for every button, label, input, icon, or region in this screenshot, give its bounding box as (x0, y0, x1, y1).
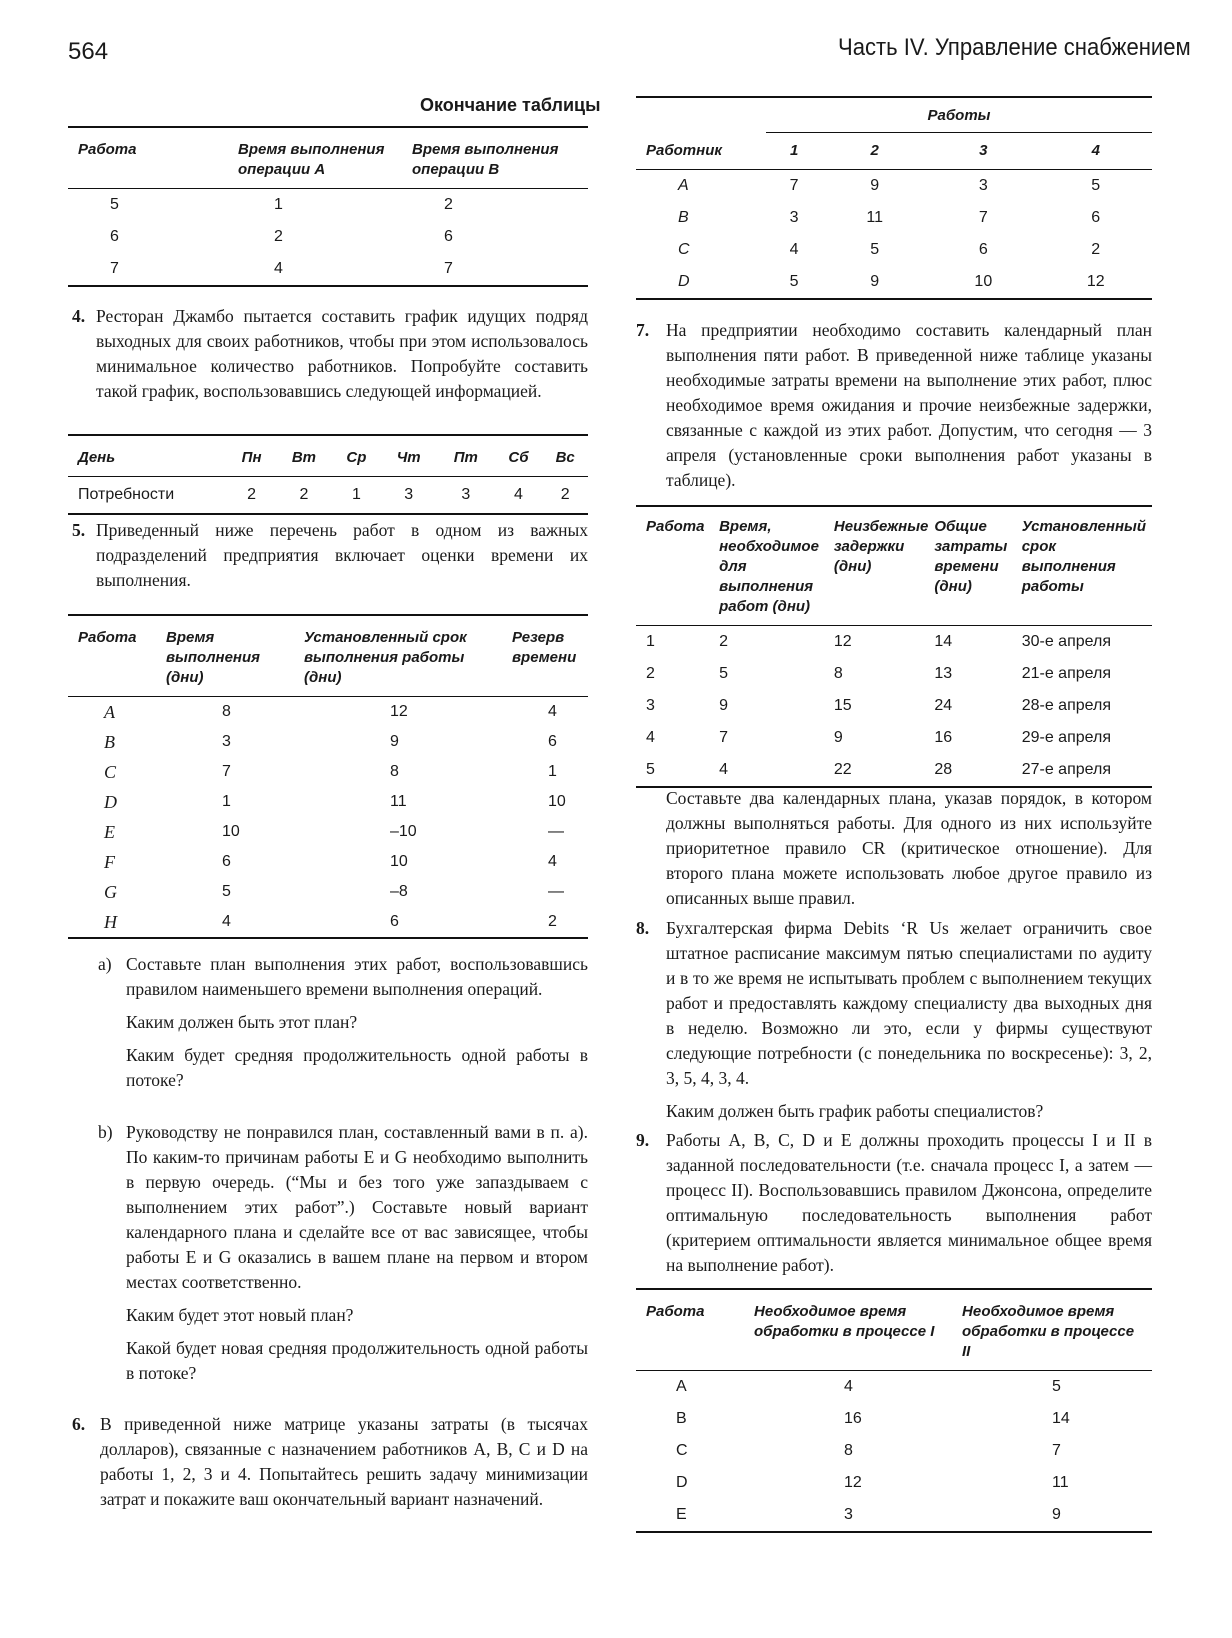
table-cell: H (104, 912, 117, 932)
table-cell: 9 (833, 729, 843, 746)
table-cell: 2 (299, 486, 309, 503)
table-cell: 4 (513, 486, 523, 503)
table-cell: 29-е апреля (1021, 729, 1111, 746)
table-cell: 11 (390, 793, 407, 810)
col-header: Работа (646, 518, 705, 535)
table-cell: B (104, 732, 115, 752)
table-row (636, 626, 1152, 659)
table-cell: 3 (844, 1506, 853, 1523)
table-cell: 4 (548, 853, 557, 870)
table-cell: 2 (560, 486, 570, 503)
table-cell: — (548, 883, 564, 900)
col-header: Неизбежные задержки (дни) (833, 518, 929, 575)
table-cell: 9 (870, 273, 880, 290)
table-row (68, 907, 588, 938)
table-cell: E (104, 822, 115, 842)
jobs-deadlines-table (636, 505, 1152, 788)
table-cell: 5 (870, 241, 880, 258)
part-title: Часть IV. Управление снабжением (838, 34, 1191, 61)
table-cell: 4 (222, 913, 231, 930)
table-cell: 5 (1091, 177, 1101, 194)
col-header: Установленный срок выполнения работы (дни) (304, 629, 467, 686)
table-cell: D (676, 1474, 688, 1491)
table-cell: 7 (222, 763, 231, 780)
table-cell: C (676, 1442, 688, 1459)
table-cell: 7 (1052, 1442, 1061, 1459)
table-row (636, 690, 1152, 722)
table-cell: 9 (870, 177, 880, 194)
table-cell: 6 (548, 733, 557, 750)
table-cell: 12 (1086, 273, 1105, 290)
table-cell: C (104, 762, 117, 782)
table-cell: 6 (444, 228, 453, 245)
col-header: Время выполнения операции B (412, 141, 559, 178)
table-row (68, 727, 588, 757)
table-cell: 1 (548, 763, 557, 780)
table-cell: 12 (390, 703, 408, 720)
table-cell: 10 (222, 823, 240, 840)
table-cell: 14 (934, 633, 953, 650)
table-cell: 2 (444, 196, 453, 213)
table-row (636, 658, 1152, 690)
col-header: Работа (646, 1303, 705, 1320)
col-header: Необходимое время обработки в процессе I (754, 1303, 935, 1340)
subtask-label: b) (98, 1122, 113, 1142)
table-cell: 2 (719, 633, 728, 650)
table-cell: 3 (404, 486, 414, 503)
table-cell: 5 (222, 883, 231, 900)
table-cell: 21-е апреля (1021, 665, 1111, 682)
table-cell: 22 (833, 761, 852, 778)
col-header: Вс (555, 449, 575, 466)
problem-number: 8. (636, 918, 650, 938)
table-cell: 28 (934, 761, 953, 778)
table-cell: 1 (222, 793, 231, 810)
table-cell: 1 (274, 196, 283, 213)
table-cell: F (104, 852, 115, 872)
col-header: Установленный срок выполнения работы (1021, 518, 1146, 595)
table-row (636, 722, 1152, 754)
col-header: Резерв времени (512, 629, 577, 666)
problem-4 (72, 304, 588, 404)
table-cell: 3 (789, 209, 799, 226)
table-cell: 5 (719, 665, 728, 682)
table-cell: 7 (110, 260, 119, 277)
table-row (636, 1371, 1152, 1404)
col-header: Необходимое время обработки в процессе II (962, 1303, 1135, 1360)
table-cell: G (104, 882, 117, 902)
table-row (68, 757, 588, 787)
table-cell: 3 (222, 733, 231, 750)
subtask-question: Какой будет новая средняя продолжительность одной работы в потоке? (126, 1338, 588, 1383)
table-cell: 4 (548, 703, 557, 720)
table-cell: 4 (646, 729, 655, 746)
table-cell: 6 (978, 241, 988, 258)
subtask-label: a) (98, 954, 112, 974)
problem-text: На предприятии необходимо составить календарный план выполнения пяти работ. В приведенной ниже таблице указаны необходимые затраты времени на выполнение этих работ, плюс необходимое время ожидания и прочие неизбежные задержки, связанные с каждой из этих работ. Допустим, что сегодня — 3 апреля (установленные сроки выполнения работ указаны в таблице). (666, 320, 1152, 490)
problem-number: 9. (636, 1130, 650, 1150)
table-cell: 7 (978, 209, 988, 226)
table-cell: 12 (844, 1474, 862, 1491)
table-cell: D (678, 273, 690, 290)
table-cell: 8 (833, 665, 843, 682)
problem-9 (636, 1128, 1152, 1278)
table-cell: 6 (1091, 209, 1101, 226)
table-cell: 9 (1052, 1506, 1061, 1523)
table-row (68, 697, 588, 728)
problem-number: 7. (636, 320, 650, 340)
assignment-matrix (636, 96, 1152, 300)
col-header: Сб (508, 449, 529, 466)
col-header: 1 (789, 142, 799, 159)
table-cell: B (676, 1410, 687, 1427)
problem-number: 5. (72, 520, 86, 540)
table-cell: 16 (844, 1410, 862, 1427)
table-row (68, 877, 588, 907)
col-header: Общие затраты времени (дни) (934, 518, 1008, 595)
table-cell: 30-е апреля (1021, 633, 1111, 650)
table-cell: 4 (844, 1378, 853, 1395)
table-row (68, 787, 588, 817)
table-row (68, 847, 588, 877)
col-header: Время, необходимое для выполнения работ (дни) (719, 518, 819, 615)
table-row (636, 1467, 1152, 1499)
table-cell: A (678, 177, 689, 194)
table-row (636, 1435, 1152, 1467)
continuation-table (68, 126, 588, 287)
table-cell: 24 (934, 697, 953, 714)
table-cell: 7 (719, 729, 728, 746)
subtask-question: Каким должен быть этот план? (126, 1012, 358, 1032)
table-cell: 2 (274, 228, 283, 245)
table-cell: 15 (833, 697, 852, 714)
table-cell: E (676, 1506, 687, 1523)
table-row (68, 221, 588, 253)
table-cell: 4 (789, 241, 799, 258)
table-cell: 8 (390, 763, 399, 780)
col-header: Время выполнения (дни) (166, 629, 260, 686)
table-cell: 2 (1091, 241, 1101, 258)
col-header: 3 (979, 142, 988, 159)
table-cell: 8 (844, 1442, 853, 1459)
table-cell: –8 (390, 883, 408, 900)
table-cell: 9 (390, 733, 399, 750)
subtask-question: Каким будет этот новый план? (126, 1305, 354, 1325)
col-header: Время выполнения операции A (238, 141, 385, 178)
table-row (636, 234, 1152, 266)
col-header: Работа (78, 141, 137, 158)
table-cell: 11 (866, 209, 883, 226)
table-row (636, 202, 1152, 234)
problem-text: Ресторан Джамбо пытается составить график идущих подряд выходных для своих работников, чтобы при этом использовалось минимальное количество работников. Попробуйте составить такой график, воспользовавшись следующей информацией. (96, 306, 588, 401)
col-header: Ср (346, 449, 367, 466)
table-cell: 16 (934, 729, 953, 746)
col-header: Работа (78, 629, 137, 646)
subtask-text: Составьте план выполнения этих работ, воспользовавшись правилом наименьшего времени выполнения операций. (126, 954, 588, 999)
table-row (636, 170, 1152, 203)
table-cell: 1 (646, 633, 655, 650)
col-header: 2 (870, 142, 879, 159)
problem-8 (636, 916, 1152, 1124)
table-cell: 10 (548, 793, 566, 810)
table-cell: 27-е апреля (1021, 761, 1111, 778)
table-cell: 14 (1052, 1410, 1070, 1427)
continuation-caption: Окончание таблицы (420, 95, 601, 115)
table-row (68, 189, 588, 222)
table-cell: 2 (646, 665, 655, 682)
table-row (636, 1403, 1152, 1435)
table-cell: 4 (719, 761, 728, 778)
col-header: 4 (1091, 142, 1100, 159)
problem-text: Работы A, B, C, D и E должны проходить процессы I и II в заданной последовательности (т.е. сначала процесс I, а затем — процесс II). Воспользовавшись правилом Джонсона, определите оптимальную последовательность выполнения работ (критерием оптимальности является минимальное общее время на выполнение работ). (666, 1130, 1152, 1275)
table-cell: 28-е апреля (1021, 697, 1111, 714)
table-cell: 7 (789, 177, 799, 194)
problem-7-task: Составьте два календарных плана, указав порядок, в котором должны выполняться работы. Для одного из них используйте приоритетное правило CR (критическое отношение). Для второго плана можете использовать любое другое правило из описанных выше правил. (666, 788, 1152, 908)
table-cell: 13 (934, 665, 953, 682)
subtask-text: Руководству не понравился план, составленный вами в п. a). По каким-то причинам работы E и G необходимо выполнить в первую очередь. (“Мы и без того уже запаздываем с выполнением этих работ”.) Составьте новый вариант календарного плана и сделайте все от вас зависящее, чтобы работы E и G оказались в вашем плане на первом и втором местах соответственно. (126, 1122, 588, 1292)
day-requirements-table (68, 434, 588, 515)
table-row (636, 266, 1152, 299)
table-cell: — (548, 823, 564, 840)
subtask-b (98, 1120, 588, 1386)
col-header: День (78, 449, 116, 466)
table-row (636, 754, 1152, 787)
subtask-a (98, 952, 588, 1093)
table-cell: 11 (1052, 1474, 1069, 1491)
table-cell: 5 (646, 761, 655, 778)
table-cell: 6 (222, 853, 231, 870)
problem-number: 4. (72, 306, 86, 326)
table-cell: 5 (1052, 1378, 1061, 1395)
group-header: Работы (766, 97, 1152, 133)
table-cell: 10 (974, 273, 993, 290)
table-cell: 5 (789, 273, 799, 290)
table-cell: 9 (719, 697, 728, 714)
table-cell: 2 (548, 913, 557, 930)
problem-6 (72, 1412, 588, 1512)
problem-text: Приведенный ниже перечень работ в одном из важных подразделений предприятия включает оценки времени их выполнения. (96, 520, 588, 590)
problem-5 (72, 518, 588, 593)
table-cell: 5 (110, 196, 119, 213)
table-cell: C (678, 241, 690, 258)
table-cell: 6 (110, 228, 119, 245)
table-cell: 10 (390, 853, 408, 870)
table-cell: –10 (390, 823, 417, 840)
table-cell: B (678, 209, 689, 226)
table-cell: 4 (274, 260, 283, 277)
table-cell: 6 (390, 913, 399, 930)
col-header: Пт (453, 449, 478, 466)
problem-text: В приведенной ниже матрице указаны затраты (в тысячах долларов), связанные с назначением работников A, B, C и D на работы 1, 2, 3 и 4. Попытайтесь решить задачу минимизации затрат и покажите ваш окончательный вариант назначений. (100, 1414, 588, 1509)
col-header: Пн (241, 449, 262, 466)
table-cell: 3 (646, 697, 655, 714)
table-cell: 8 (222, 703, 231, 720)
row-header: Работник (646, 141, 722, 159)
table-cell: 1 (351, 486, 361, 503)
table-cell: 3 (978, 177, 988, 194)
table-cell: 3 (461, 486, 471, 503)
subtask-question: Каким будет средняя продолжительность одной работы в потоке? (126, 1045, 588, 1090)
johnson-table (636, 1288, 1152, 1533)
row-label: Потребности (78, 486, 175, 503)
table-row (68, 253, 588, 286)
job-times-table (68, 614, 588, 939)
table-cell: D (104, 792, 117, 812)
problem-question: Каким должен быть график работы специалистов? (666, 1101, 1044, 1121)
table-cell: A (104, 702, 115, 722)
table-cell: 2 (247, 486, 257, 503)
table-row (68, 817, 588, 847)
problem-text: Бухгалтерская фирма Debits ‘R Us желает ограничить свое штатное расписание максимум пятью специалистами по аудиту и в то же время не испытывать проблем с выполнением текущих работ и предоставлять каждому специалисту два выходных дня в неделю. Возможно ли это, если у фирмы существуют следующие потребности (с понедельника по воскресенье): 3, 2, 3, 5, 4, 3, 4. (666, 918, 1152, 1088)
table-cell: 7 (444, 260, 453, 277)
table-row (636, 1499, 1152, 1532)
table-cell: 12 (833, 633, 852, 650)
table-cell: A (676, 1378, 687, 1395)
col-header: Чт (396, 449, 421, 466)
problem-number: 6. (72, 1414, 86, 1434)
page-number: 564 (68, 38, 109, 65)
col-header: Вт (291, 449, 317, 466)
problem-7 (636, 318, 1152, 493)
